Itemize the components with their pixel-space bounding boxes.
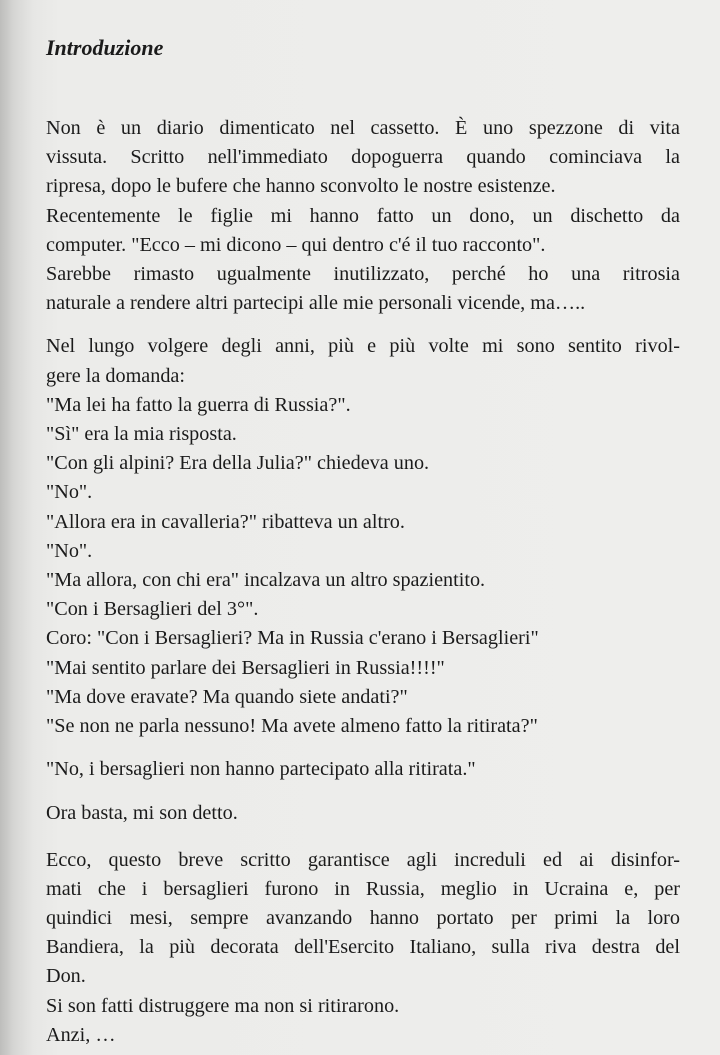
text-line: Non è un diario dimenticato nel cassetto. È uno spezzone di vita [46,117,680,139]
text-line: gere la domanda: [46,364,186,387]
text-body [46,114,680,1050]
text-line: mati che i bersaglieri furono in Russia, meglio in Ucraina e, per [46,877,680,900]
page-content [46,32,680,1050]
paragraph [46,799,680,828]
text-line: vissuta. Scritto nell'immediato dopoguerra quando cominciava la [46,146,680,169]
text-line: "Con i Bersaglieri del 3°". [46,598,259,621]
paragraph [46,332,680,741]
text-line: "No". [46,481,93,504]
text-line: "No". [46,539,93,562]
text-line: Ecco, questo breve scritto garantisce agli increduli ed ai disinfor- [46,848,680,871]
text-line: Coro: "Con i Bersaglieri? Ma in Russia c'erano i Bersaglieri" [46,627,539,650]
text-line: "No, i bersaglieri non hanno partecipato alla ritirata." [46,758,476,781]
page-heading: Introduzione [46,35,164,60]
text-line: Si son fatti distruggere ma non si ritirarono. [46,994,400,1017]
text-line: "Sì" era la mia risposta. [46,423,237,446]
text-line: Sarebbe rimasto ugualmente inutilizzato, perché ho una ritrosia [46,263,680,286]
paragraph [46,755,680,784]
text-line: Recentemente le figlie mi hanno fatto un dono, un dischetto da [46,204,680,227]
text-line: ripresa, dopo le bufere che hanno sconvolto le nostre esistenze. [46,175,556,198]
text-line: naturale a rendere altri partecipi alle mie personali vicende, ma….. [46,292,586,315]
text-line: Ora basta, mi son detto. [46,802,238,825]
text-line: "Allora era in cavalleria?" ribatteva un altro. [46,510,405,533]
text-line: "Mai sentito parlare dei Bersaglieri in Russia!!!!" [46,656,445,679]
text-line: "Con gli alpini? Era della Julia?" chiedeva uno. [46,452,430,475]
paragraph [46,114,680,318]
text-line: "Ma dove eravate? Ma quando siete andati?" [46,685,408,708]
text-line: Don. [46,965,86,988]
text-line: "Ma allora, con chi era" incalzava un altro spazientito. [46,569,486,592]
text-line: computer. "Ecco – mi dicono – qui dentro c'é il tuo racconto". [46,233,546,256]
text-line: "Ma lei ha fatto la guerra di Russia?". [46,393,351,416]
text-line: Bandiera, la più decorata dell'Esercito Italiano, sulla riva destra del [46,936,680,959]
text-line: Anzi, … [46,1023,116,1046]
paragraph [46,846,680,1050]
text-line: quindici mesi, sempre avanzando hanno portato per primi la loro [46,907,680,930]
text-line: Nel lungo volgere degli anni, più e più volte mi sono sentito rivol- [46,335,680,358]
text-line: "Se non ne parla nessuno! Ma avete almeno fatto la ritirata?" [46,715,538,738]
